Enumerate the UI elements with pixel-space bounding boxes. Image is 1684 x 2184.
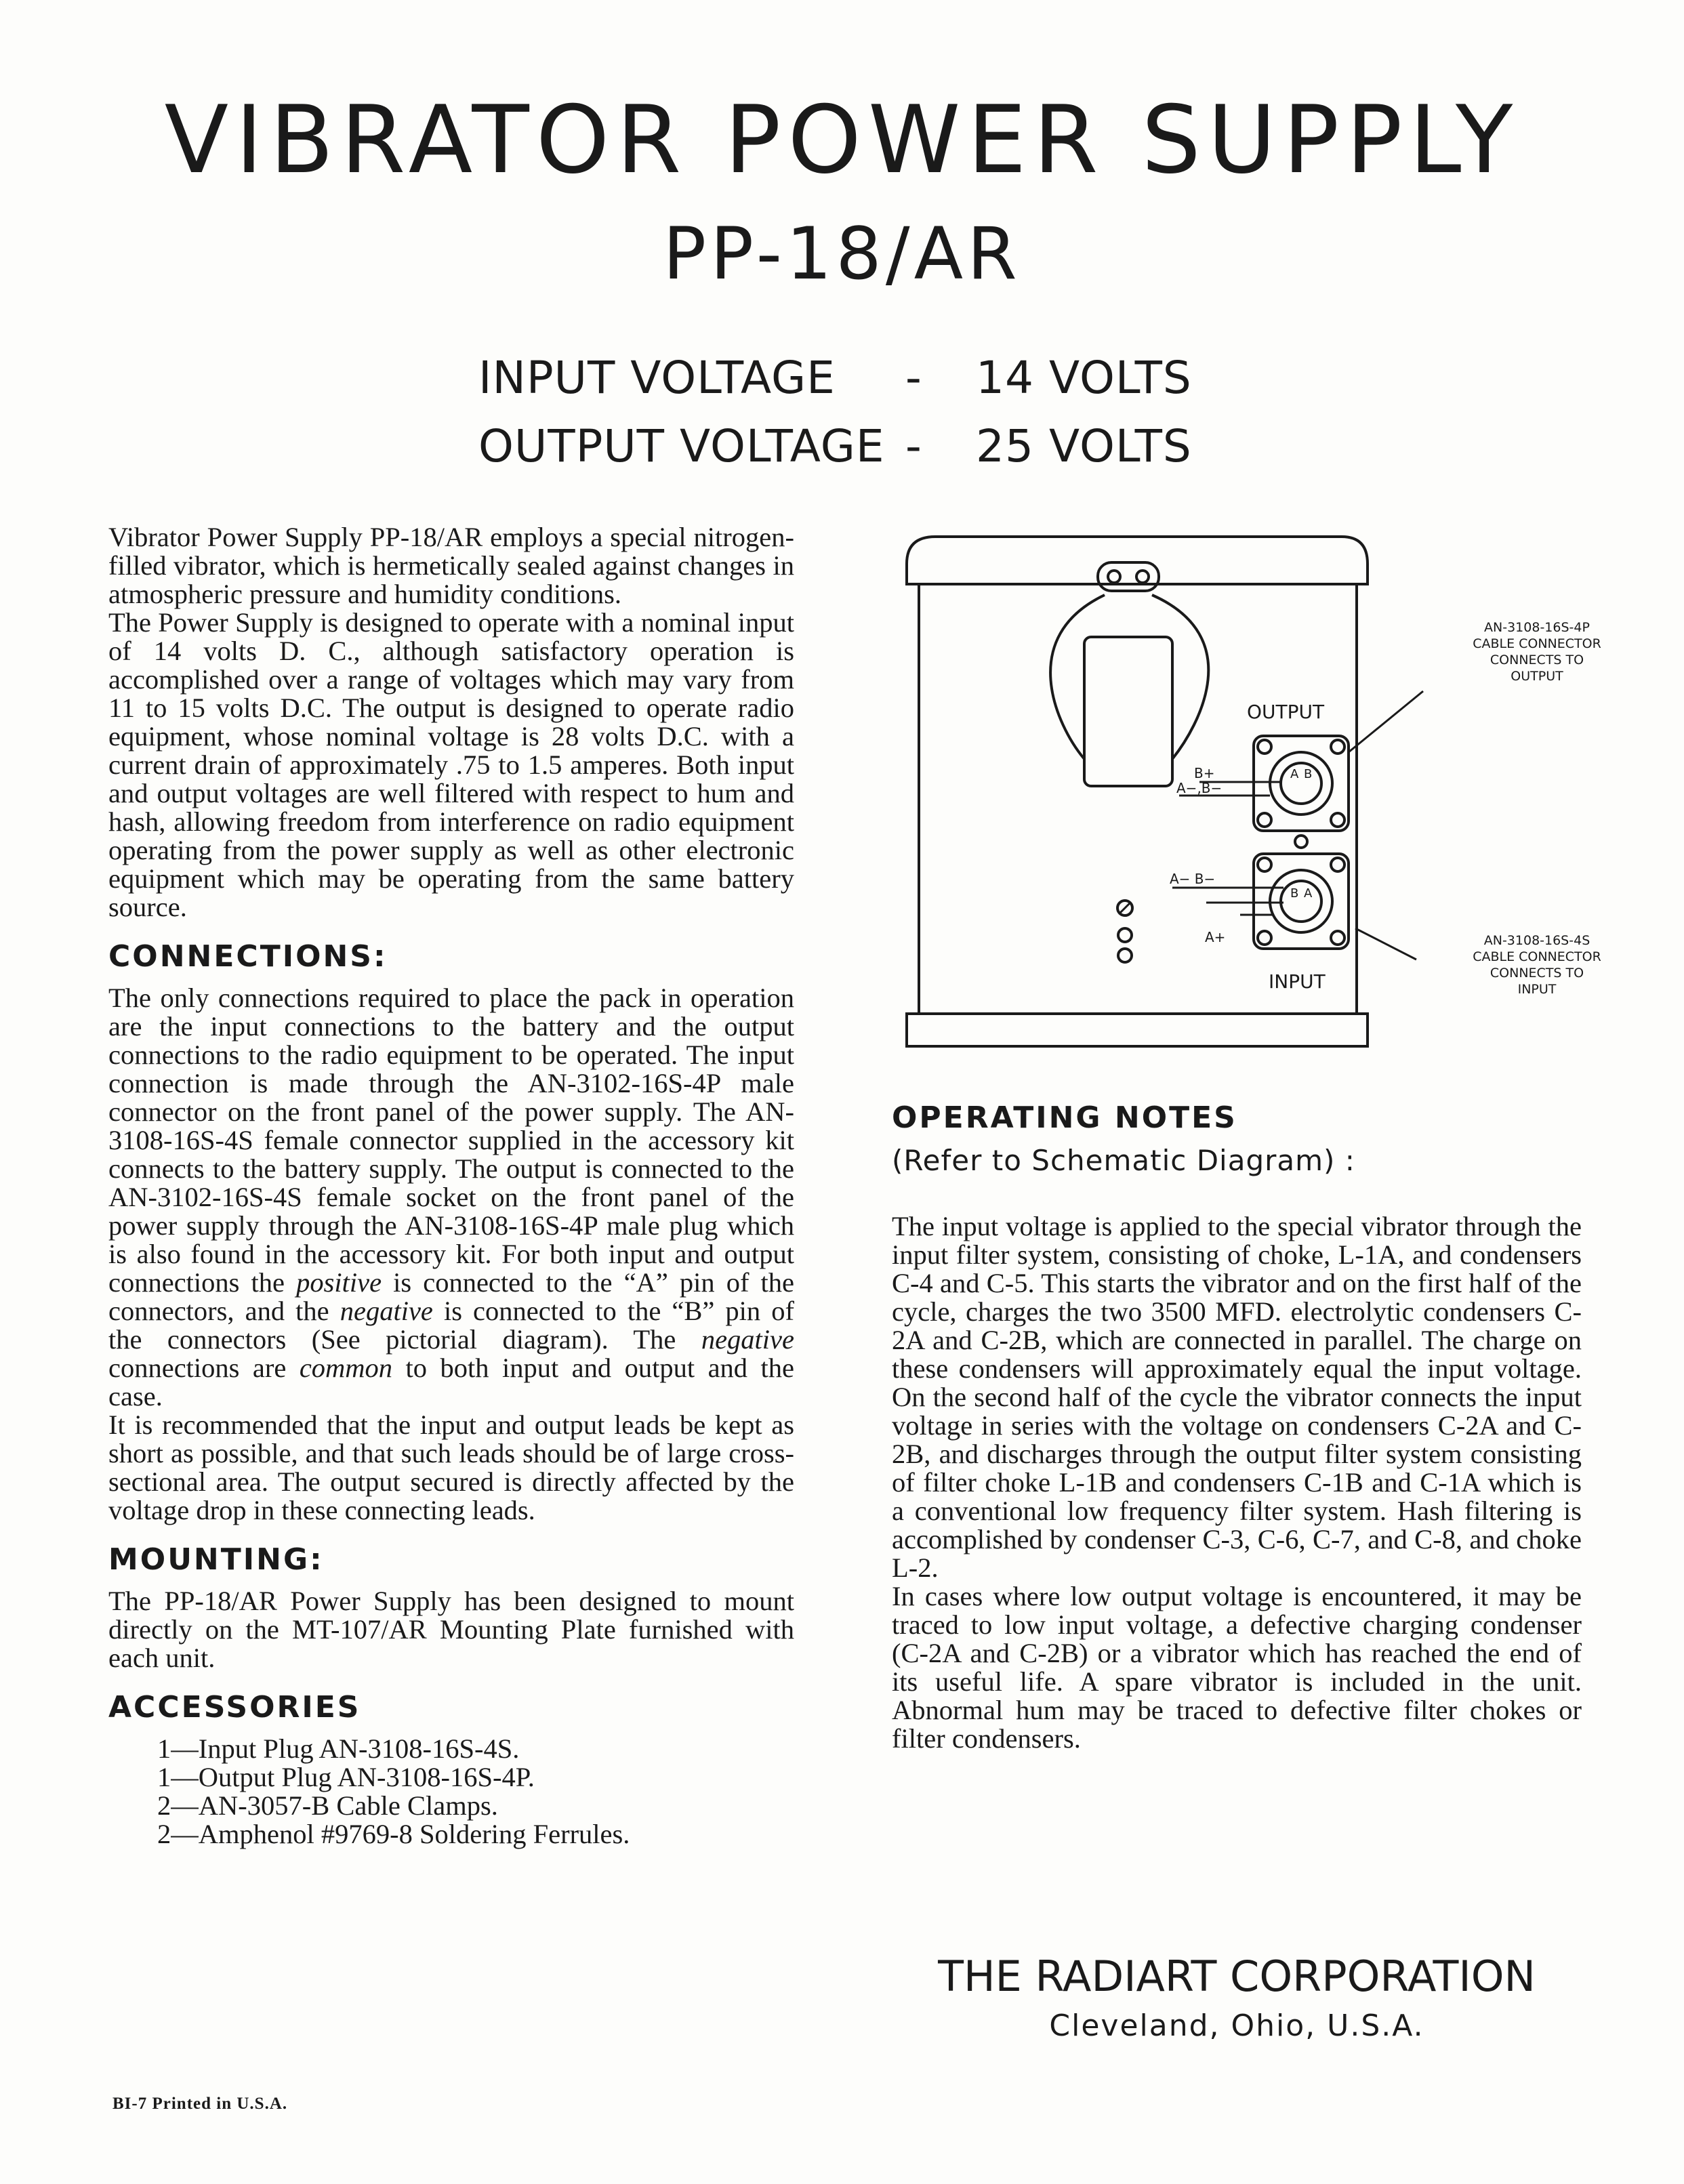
positive-emphasis: positive [296, 1267, 382, 1298]
input-callout-line-3: CONNECTS TO [1490, 966, 1584, 981]
company-name: THE RADIART CORPORATION [938, 1952, 1536, 2001]
accessory-item: 1—Output Plug AN-3108-16S-4P. [157, 1762, 535, 1792]
connections-heading: CONNECTIONS: [108, 939, 388, 974]
accessory-item: 1—Input Plug AN-3108-16S-4S. [157, 1733, 520, 1764]
latch-rivet [1136, 571, 1149, 583]
mounting-heading: MOUNTING: [108, 1542, 324, 1577]
connections-text-b: is connected to the “A” pin of the connectors, and the [108, 1267, 794, 1326]
input-connector [1254, 854, 1349, 949]
input-connector-socket [1270, 870, 1332, 932]
output-pin-b-label: B [1304, 767, 1313, 781]
connector-screw [1331, 813, 1344, 827]
intro-paragraph-1: Vibrator Power Supply PP-18/AR employs a special nitrogen-filled vibrator, which is hermetically sealed against changes in atmospheric pressure and humidity conditions. [108, 522, 794, 609]
output-voltage-label: OUTPUT VOLTAGE [478, 420, 885, 472]
output-callout-line-4: OUTPUT [1511, 669, 1563, 684]
operating-notes-paragraph-1: The input voltage is applied to the special vibrator through the input filter system, consisting of choke, L-1A, and condensers C-4 and C-5. This starts the vibrator and on the first half of the cycle, charges the two 3500 MFD. electrolytic condensers C-2A and C-2B, which are connected in parallel. The charge on these condensers will approximately equal the input voltage. On the second half of the cycle the vibrator connects the input voltage in series with the voltage on condensers C-2A and C-2B, and discharges through the output filter system consisting of filter choke L-1B and condensers C-1B and C-1A which is a conventional low frequency filter system. Hash filtering is accomplished by condenser C-3, C-6, C-7, and C-8, and choke L-2. [892, 1211, 1582, 1583]
operating-notes-heading: OPERATING NOTES [892, 1100, 1237, 1135]
connections-text-a: The only connections required to place the pack in operation are the input connections to the battery and the output connections to the radio equipment to be operated. The input connection is made through the AN-3102-16S-4P male connector on the front panel of the power supply. The AN-3108-16S-4S female connector supplied in the accessory kit connects to the battery supply. The output is connected to the AN-3102-16S-4S female socket on the front panel of the power supply through the AN-3108-16S-4P male plug which is also found in the accessory kit. For both input and output connections the [108, 983, 794, 1298]
connections-text-e: to both input and output and the case. [108, 1353, 794, 1412]
input-connector-insert [1281, 881, 1321, 922]
negative-emphasis-2: negative [701, 1324, 794, 1355]
input-callout-line-2: CABLE CONNECTOR [1473, 949, 1601, 964]
input-callout-leader [1355, 928, 1416, 960]
operating-notes-subheading: (Refer to Schematic Diagram) : [892, 1144, 1355, 1177]
common-emphasis: common [299, 1353, 393, 1383]
negative-emphasis-1: negative [340, 1296, 433, 1326]
connector-screw [1258, 740, 1271, 754]
model-number: PP-18/AR [663, 212, 1021, 295]
input-pin-a-plus: A+ [1205, 929, 1226, 945]
input-pin-a-label: A [1304, 886, 1313, 901]
output-pin-a-label: A [1290, 767, 1299, 781]
output-callout-leader [1349, 691, 1423, 752]
case-base [907, 1014, 1368, 1046]
output-voltage-value: 25 VOLTS [976, 420, 1192, 472]
connections-text-d: connections are [108, 1353, 300, 1383]
connector-screw [1258, 858, 1271, 871]
connector-screw [1258, 931, 1271, 945]
connector-screw [1331, 740, 1344, 754]
handle-grip [1084, 637, 1172, 786]
output-voltage-dash: - [905, 420, 922, 472]
connections-text-c: is connected to the “B” pin of the connectors (See pictorial diagram). The [108, 1296, 794, 1355]
connector-screw [1331, 931, 1344, 945]
panel-screw [1118, 928, 1132, 942]
input-pin-b-label: B [1290, 886, 1299, 901]
company-location: Cleveland, Ohio, U.S.A. [1049, 2008, 1424, 2043]
output-pin-b-plus: B+ [1194, 765, 1215, 781]
left-column [108, 523, 794, 1849]
output-callout-line-2: CABLE CONNECTOR [1473, 636, 1601, 651]
right-column [892, 1100, 1582, 1754]
output-callout-line-3: CONNECTS TO [1490, 653, 1584, 667]
accessory-item: 2—Amphenol #9769-8 Soldering Ferrules. [157, 1819, 630, 1849]
output-connector [1254, 736, 1349, 831]
connector-screw [1258, 813, 1271, 827]
handle-loop [1050, 595, 1208, 759]
mounting-paragraph: The PP-18/AR Power Supply has been designed to mount directly on the MT-107/AR Mounting Plate furnished with each unit. [108, 1586, 794, 1673]
output-callout-line-1: AN-3108-16S-4P [1484, 620, 1590, 635]
output-label: OUTPUT [1247, 701, 1325, 723]
footer-print-note: BI-7 Printed in U.S.A. [112, 2095, 288, 2113]
connector-screw [1331, 858, 1344, 871]
accessory-item: 2—AN-3057-B Cable Clamps. [157, 1790, 498, 1821]
accessories-heading: ACCESSORIES [108, 1690, 361, 1725]
operating-notes-paragraph-2: In cases where low output voltage is encountered, it may be traced to low input voltage, a defective charging condenser (C-2A and C-2B) or a vibrator which has reached the end of its useful life. A spare vibrator is included in the unit. Abnormal hum may be traced to defective filter chokes or filter condensers. [892, 1581, 1582, 1754]
connections-paragraph-1 [108, 984, 794, 1411]
input-pin-a-b-minus: A− B− [1170, 871, 1216, 887]
input-label: INPUT [1269, 970, 1326, 993]
panel-screw [1118, 949, 1132, 962]
output-connector-socket [1270, 752, 1332, 815]
center-screw [1295, 836, 1307, 848]
latch-rivet [1108, 571, 1120, 583]
intro-paragraph-2: The Power Supply is designed to operate with a nominal input of 14 volts D. C., although satisfactory operation is accomplished over a range of voltages which may vary from 11 to 15 volts D.C. The output is designed to operate radio equipment, whose nominal voltage is 28 volts D.C. with a current drain of approximately .75 to 1.5 amperes. Both input and output voltages are well filtered with respect to hum and hash, allowing freedom from interference on radio equipment operating from the power supply as well as other electronic equipment which may be operating from the same battery source. [108, 607, 794, 922]
input-callout-line-4: INPUT [1517, 982, 1557, 997]
input-callout-line-1: AN-3108-16S-4S [1483, 933, 1590, 948]
input-voltage-dash: - [905, 352, 922, 404]
page-title: VIBRATOR POWER SUPPLY [164, 85, 1520, 194]
output-connector-insert [1281, 763, 1321, 804]
output-pin-a-b-minus: A−,B− [1176, 780, 1223, 796]
connections-paragraph-2: It is recommended that the input and output leads be kept as short as possible, and that such leads should be of large cross-sectional area. The output secured is directly affected by the voltage drop in these connecting leads. [108, 1409, 794, 1525]
accessories-list [157, 1735, 794, 1849]
input-voltage-label: INPUT VOLTAGE [478, 352, 836, 404]
pictorial-diagram [881, 522, 1626, 1064]
input-voltage-value: 14 VOLTS [976, 352, 1192, 404]
